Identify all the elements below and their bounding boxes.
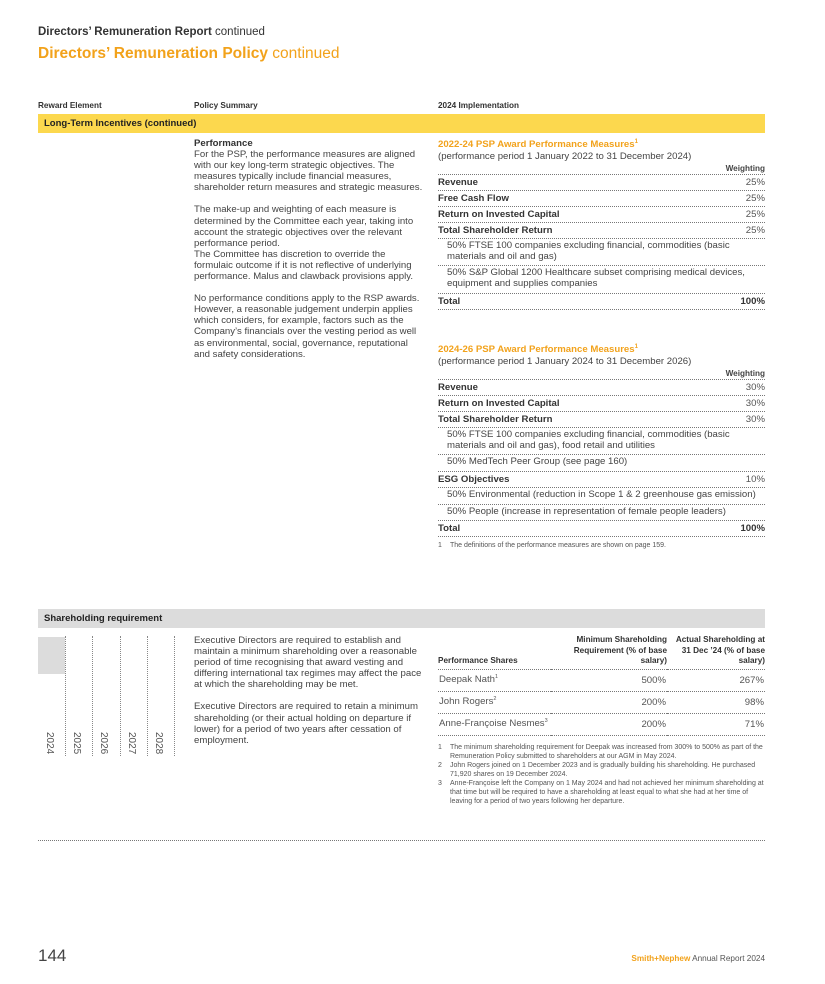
list-item: 50% People (increase in representation of female people leaders)	[438, 505, 765, 522]
shareholding-band: Shareholding requirement	[38, 609, 765, 628]
column-header: Actual Shareholding at 31 Dec ’24 (% of base salary)	[667, 635, 765, 669]
column-header: Performance Shares	[438, 635, 551, 669]
timeline-year: 2026	[98, 732, 109, 755]
policy-paragraph: The make-up and weighting of each measure is determined by the Committee each year, taking into account the strategic objectives over the relevant performance period.	[194, 204, 414, 249]
page-number: 144	[38, 946, 67, 965]
list-item: 50% FTSE 100 companies excluding financial, commodities (basic materials and oil and gas)	[438, 239, 765, 266]
page-title: Directors’ Remuneration Policy continued	[38, 45, 340, 62]
policy-paragraph: Executive Directors are required to retain a minimum shareholding (or their actual holding on departure if lower) for a period of two years after cessation of employment.	[194, 701, 418, 746]
table-row: John Rogers$^2$ 200% 98%	[438, 691, 765, 713]
column-head-implementation: 2024 Implementation	[438, 101, 519, 110]
shareholding-footnotes	[438, 743, 765, 807]
shareholding-table	[438, 635, 765, 736]
report-section-heading: Directors’ Remuneration Report continued	[38, 26, 265, 38]
weighting-header: Weighting	[438, 369, 765, 380]
timeline-divider	[147, 636, 148, 756]
footnote: 1 The definitions of the performance measures are shown on page 159.	[438, 542, 666, 550]
section-divider	[38, 840, 765, 841]
footer-brand: Smith+Nephew Annual Report 2024	[631, 954, 765, 963]
table-row: ESG Objectives 10%	[438, 472, 765, 488]
policy-title: Performance	[194, 138, 253, 149]
list-item: 50% MedTech Peer Group (see page 160)	[438, 455, 765, 472]
column-head-reward-element: Reward Element	[38, 101, 102, 110]
timeline-divider	[92, 636, 93, 756]
timeline-year: 2024	[44, 732, 55, 755]
list-item: 50% FTSE 100 companies excluding financial, commodities (basic materials and oil and gas), food retail and utilities	[438, 428, 765, 455]
shareholding-implementation	[438, 635, 765, 806]
weighting-header: Weighting	[438, 164, 765, 175]
policy-paragraph: Executive Directors are required to establish and maintain a minimum shareholding over a reasonable period of time recognising that award vesting and differing international tax regimes may affect the pace at which the shareholding may be met.	[194, 635, 422, 691]
lti-band: Long-Term Incentives (continued)	[38, 114, 765, 133]
total-row: Total 100%	[438, 521, 765, 537]
psp-2024-title: 2024-26 PSP Award Performance Measures$^1$	[438, 344, 638, 356]
column-head-policy-summary: Policy Summary	[194, 101, 258, 110]
table-row: Revenue 25%	[438, 175, 765, 191]
timeline-year: 2028	[153, 732, 164, 755]
shareholding-policy-summary	[194, 635, 426, 757]
lti-policy-summary	[194, 138, 426, 371]
table-row: Return on Invested Capital 30%	[438, 396, 765, 412]
timeline-divider	[120, 636, 121, 756]
column-header: Minimum Shareholding Requirement (% of base salary)	[551, 635, 667, 669]
list-item: 50% S&P Global 1200 Healthcare subset comprising medical devices, equipment and supplies companies	[438, 266, 765, 293]
footnote: 2 John Rogers joined on 1 December 2023 and is gradually building his shareholding. He purchased 71,920 shares on 19 December 2024.	[438, 761, 756, 778]
table-row: Anne-Françoise Nesmes$^3$ 200% 71%	[438, 713, 765, 735]
policy-paragraph: No performance conditions apply to the RSP awards. However, a reasonable judgement underpin applies which considers, for example, factors such as the Company’s financials over the vesting period as well as environmental, social, governance, reputational and safety considerations.	[194, 293, 420, 360]
psp-2022-measures	[438, 139, 765, 310]
timeline-year: 2025	[71, 732, 82, 755]
timeline-divider	[174, 636, 175, 756]
psp-2024-period: (performance period 1 January 2024 to 31 December 2026)	[438, 356, 692, 368]
timeline-divider	[65, 636, 66, 756]
psp-2024-measures	[438, 344, 765, 550]
psp-2022-title: 2022-24 PSP Award Performance Measures$^1$	[438, 139, 638, 151]
footnote: 3 Anne-Françoise left the Company on 1 May 2024 and had not achieved her minimum shareholding at that time but will be required to have a shareholding at least equal to what she had at her time of leaving for a period of two years following her departure.	[438, 779, 764, 806]
table-row: Total Shareholder Return 25%	[438, 223, 765, 239]
psp-2022-period: (performance period 1 January 2022 to 31 December 2024)	[438, 151, 692, 163]
table-row: Return on Invested Capital 25%	[438, 207, 765, 223]
table-row: Deepak Nath$^1$ 500% 267%	[438, 669, 765, 691]
table-row: Total Shareholder Return 30%	[438, 412, 765, 428]
table-row: Free Cash Flow 25%	[438, 191, 765, 207]
policy-paragraph: For the PSP, the performance measures are aligned with our key long-term strategic objectives. The measures typically include financial measures, shareholder return measures and strategic measures.	[194, 149, 423, 194]
footnote: 1 The minimum shareholding requirement for Deepak was increased from 300% to 500% as part of the Remuneration Policy submitted to shareholders at our AGM in May 2024.	[438, 743, 763, 760]
total-row: Total 100%	[438, 294, 765, 310]
timeline-year: 2027	[126, 732, 137, 755]
policy-paragraph: The Committee has discretion to override the formulaic outcome if it is not reflective of underlying performance. Malus and clawback provisions apply.	[194, 248, 413, 283]
list-item: 50% Environmental (reduction in Scope 1 & 2 greenhouse gas emission)	[438, 488, 765, 505]
table-row: Revenue 30%	[438, 380, 765, 396]
